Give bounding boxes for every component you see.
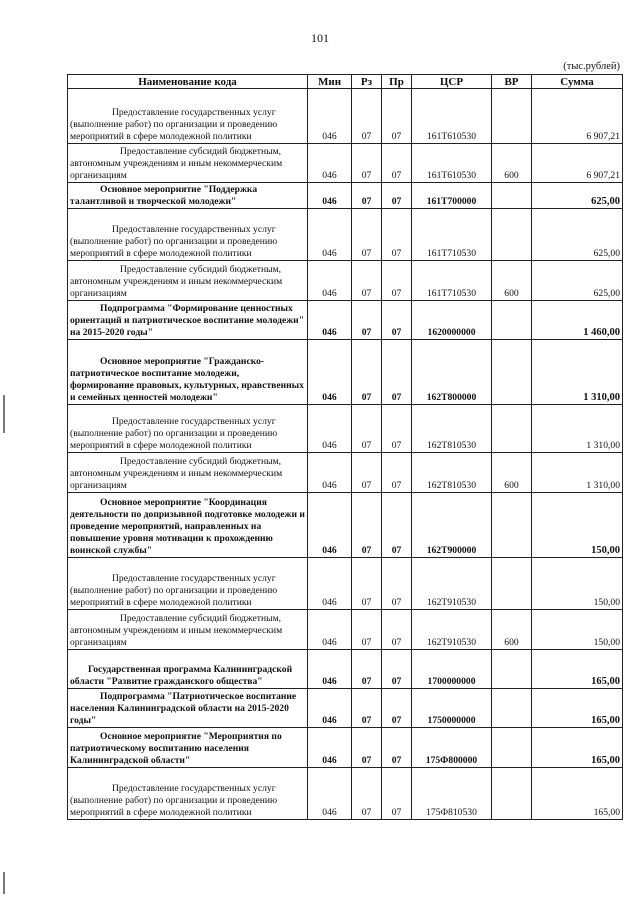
row-csr: 161Т710530: [412, 261, 492, 301]
row-pr: 07: [382, 728, 412, 768]
row-pr: 07: [382, 261, 412, 301]
row-min: 046: [308, 340, 352, 405]
row-csr: 162Т910530: [412, 558, 492, 610]
row-pr: 07: [382, 453, 412, 493]
row-name: Подпрограмма "Формирование ценностных ориентаций и патриотическое воспитание молодежи" на 2015-2020 годы": [68, 301, 308, 340]
page-number: 101: [311, 31, 329, 45]
row-pr: 07: [382, 144, 412, 183]
row-sum: 1 310,00: [532, 340, 623, 405]
row-vr: [492, 301, 532, 340]
row-pr: 07: [382, 493, 412, 558]
row-pr: 07: [382, 610, 412, 650]
row-pr: 07: [382, 183, 412, 209]
row-name: Государственная программа Калининградской области "Развитие гражданского общества": [68, 650, 308, 689]
row-rz: 07: [352, 261, 382, 301]
row-pr: 07: [382, 301, 412, 340]
row-min: 046: [308, 689, 352, 728]
row-sum: 165,00: [532, 728, 623, 768]
row-sum: 6 907,21: [532, 89, 623, 144]
row-name: Предоставление государственных услуг (выполнение работ) по организации и проведению мероприятий в сфере молодежной политики: [68, 405, 308, 453]
table-row: [68, 183, 623, 209]
row-vr: [492, 340, 532, 405]
row-pr: 07: [382, 689, 412, 728]
row-pr: 07: [382, 650, 412, 689]
row-name: Предоставление государственных услуг (выполнение работ) по организации и проведению мероприятий в сфере молодежной политики: [68, 768, 308, 820]
row-sum: 6 907,21: [532, 144, 623, 183]
row-csr: 162Т900000: [412, 493, 492, 558]
row-rz: 07: [352, 610, 382, 650]
row-min: 046: [308, 301, 352, 340]
row-csr: 162Т810530: [412, 405, 492, 453]
row-name: Основное мероприятие "Координация деятельности по допризывной подготовке молодежи и проведение мероприятий, направленных на повышение уровня мотивации к прохождению воинской службы": [68, 493, 308, 558]
row-name: Подпрограмма "Патриотическое воспитание населения Калининградской области на 2015-2020 годы": [68, 689, 308, 728]
row-name: Предоставление субсидий бюджетным, автономным учреждениям и иным некоммерческим организациям: [68, 453, 308, 493]
row-min: 046: [308, 493, 352, 558]
row-name: Предоставление субсидий бюджетным, автономным учреждениям и иным некоммерческим организациям: [68, 144, 308, 183]
row-vr: [492, 493, 532, 558]
row-vr: 600: [492, 453, 532, 493]
row-csr: 175Ф810530: [412, 768, 492, 820]
row-csr: 1750000000: [412, 689, 492, 728]
row-name: Предоставление субсидий бюджетным, автономным учреждениям и иным некоммерческим организациям: [68, 610, 308, 650]
row-csr: 175Ф800000: [412, 728, 492, 768]
row-rz: 07: [352, 493, 382, 558]
scan-margin-mark: [3, 395, 5, 433]
row-name: Основное мероприятие "Гражданско-патриотическое воспитание молодежи, формирование правовых, культурных, нравственных и семейных ценностей молодежи": [68, 340, 308, 405]
table-row: [68, 728, 623, 768]
table-row: [68, 558, 623, 610]
row-min: 046: [308, 768, 352, 820]
header-pr: Пр: [382, 75, 412, 89]
table-row: [68, 768, 623, 820]
row-rz: 07: [352, 558, 382, 610]
row-name: Предоставление субсидий бюджетным, автономным учреждениям и иным некоммерческим организациям: [68, 261, 308, 301]
row-sum: 1 310,00: [532, 405, 623, 453]
table-row: [68, 144, 623, 183]
row-sum: 165,00: [532, 768, 623, 820]
row-min: 046: [308, 144, 352, 183]
row-pr: 07: [382, 558, 412, 610]
table-row: [68, 453, 623, 493]
row-vr: 600: [492, 610, 532, 650]
row-min: 046: [308, 650, 352, 689]
row-csr: 162Т800000: [412, 340, 492, 405]
row-sum: 150,00: [532, 493, 623, 558]
row-min: 046: [308, 183, 352, 209]
row-rz: 07: [352, 768, 382, 820]
row-pr: 07: [382, 768, 412, 820]
table-row: [68, 405, 623, 453]
row-csr: 162Т910530: [412, 610, 492, 650]
row-name: Предоставление государственных услуг (выполнение работ) по организации и проведению мероприятий в сфере молодежной политики: [68, 209, 308, 261]
table-row: [68, 689, 623, 728]
row-sum: 1 460,00: [532, 301, 623, 340]
row-min: 046: [308, 728, 352, 768]
row-csr: 1700000000: [412, 650, 492, 689]
table-row: [68, 301, 623, 340]
row-name: Предоставление государственных услуг (выполнение работ) по организации и проведению мероприятий в сфере молодежной политики: [68, 89, 308, 144]
row-csr: 161Т700000: [412, 183, 492, 209]
row-vr: [492, 209, 532, 261]
row-csr: 161Т610530: [412, 144, 492, 183]
row-name: Основное мероприятие "Мероприятия по патриотическому воспитанию населения Калининградской области": [68, 728, 308, 768]
row-sum: 1 310,00: [532, 453, 623, 493]
row-csr: 161Т610530: [412, 89, 492, 144]
row-pr: 07: [382, 89, 412, 144]
row-vr: [492, 689, 532, 728]
row-rz: 07: [352, 728, 382, 768]
row-min: 046: [308, 610, 352, 650]
row-vr: 600: [492, 261, 532, 301]
row-sum: 150,00: [532, 558, 623, 610]
row-vr: [492, 650, 532, 689]
row-sum: 625,00: [532, 183, 623, 209]
row-rz: 07: [352, 340, 382, 405]
row-name: Основное мероприятие "Поддержка талантливой и творческой молодежи": [68, 183, 308, 209]
row-rz: 07: [352, 89, 382, 144]
budget-table: [67, 74, 623, 820]
row-vr: 600: [492, 144, 532, 183]
header-name: Наименование кода: [68, 75, 308, 89]
table-row: [68, 261, 623, 301]
row-rz: 07: [352, 301, 382, 340]
row-rz: 07: [352, 144, 382, 183]
row-min: 046: [308, 209, 352, 261]
units-label: (тыс.рублей): [563, 61, 620, 72]
header-min: Мин: [308, 75, 352, 89]
row-sum: 165,00: [532, 689, 623, 728]
scan-margin-mark: [3, 872, 5, 894]
table-row: [68, 89, 623, 144]
row-name: Предоставление государственных услуг (выполнение работ) по организации и проведению мероприятий в сфере молодежной политики: [68, 558, 308, 610]
row-min: 046: [308, 261, 352, 301]
table-row: [68, 610, 623, 650]
row-vr: [492, 558, 532, 610]
row-rz: 07: [352, 405, 382, 453]
row-rz: 07: [352, 453, 382, 493]
row-sum: 625,00: [532, 209, 623, 261]
header-rz: Рз: [352, 75, 382, 89]
row-csr: 161Т710530: [412, 209, 492, 261]
row-pr: 07: [382, 405, 412, 453]
row-pr: 07: [382, 209, 412, 261]
row-min: 046: [308, 453, 352, 493]
row-sum: 165,00: [532, 650, 623, 689]
row-csr: 162Т810530: [412, 453, 492, 493]
row-vr: [492, 89, 532, 144]
row-min: 046: [308, 405, 352, 453]
row-sum: 150,00: [532, 610, 623, 650]
row-rz: 07: [352, 183, 382, 209]
table-row: [68, 340, 623, 405]
table-row: [68, 209, 623, 261]
row-rz: 07: [352, 650, 382, 689]
row-vr: [492, 728, 532, 768]
row-pr: 07: [382, 340, 412, 405]
header-csr: ЦСР: [412, 75, 492, 89]
table-header-row: [68, 75, 623, 89]
row-rz: 07: [352, 209, 382, 261]
row-vr: [492, 405, 532, 453]
header-sum: Сумма: [532, 75, 623, 89]
header-vr: ВР: [492, 75, 532, 89]
row-min: 046: [308, 89, 352, 144]
row-vr: [492, 768, 532, 820]
row-csr: 1620000000: [412, 301, 492, 340]
table-row: [68, 493, 623, 558]
row-sum: 625,00: [532, 261, 623, 301]
row-min: 046: [308, 558, 352, 610]
table-row: [68, 650, 623, 689]
row-vr: [492, 183, 532, 209]
row-rz: 07: [352, 689, 382, 728]
